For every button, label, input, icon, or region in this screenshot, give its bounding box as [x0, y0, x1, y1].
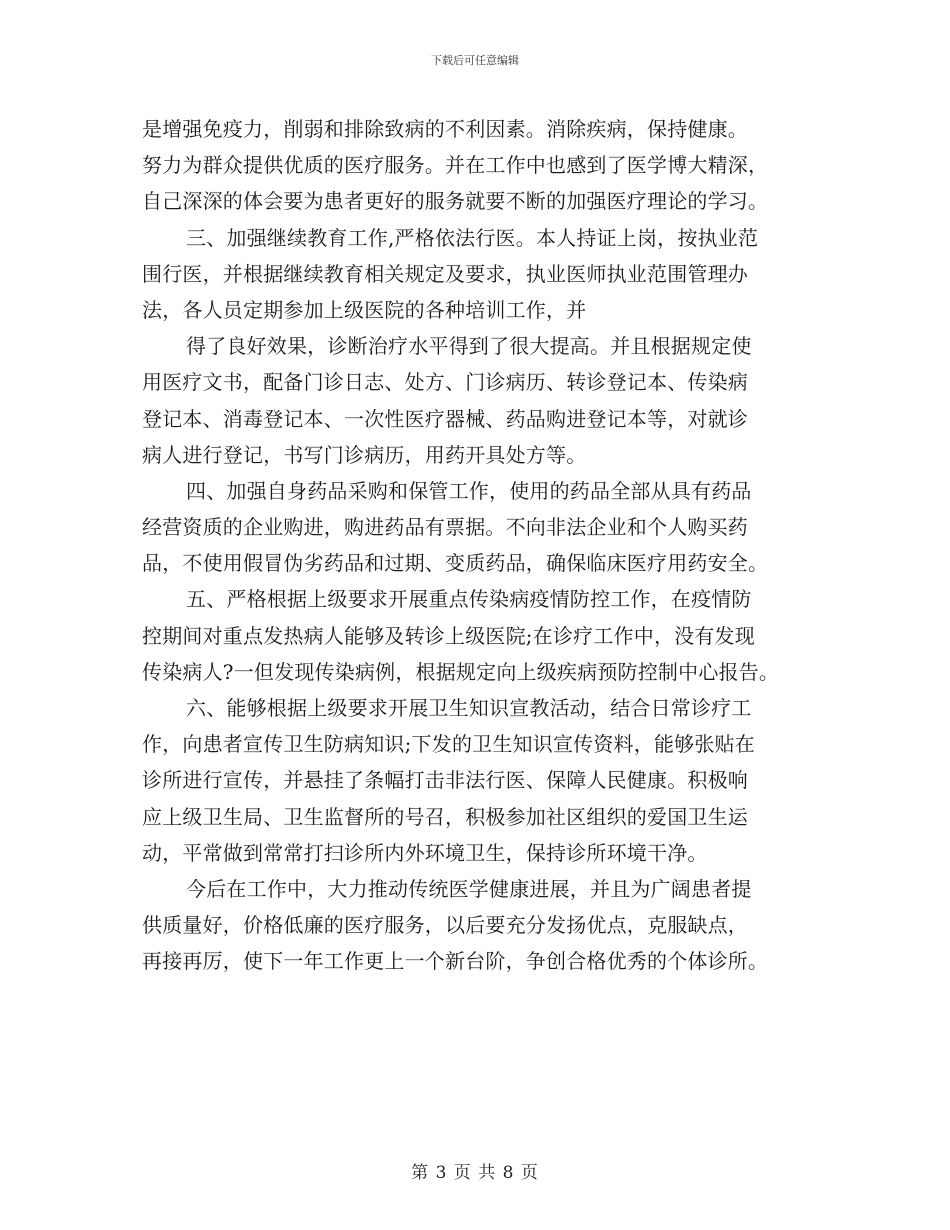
text-line: 登记本、消毒登记本、一次性医疗器械、药品购进登记本等，对就诊	[142, 406, 748, 431]
paragraph-start-line: 六、能够根据上级要求开展卫生知识宣教活动，结合日常诊疗工	[186, 696, 752, 720]
text-line: 围行医，并根据继续教育相关规定及要求，执业医师执业范围管理办	[142, 261, 748, 286]
text-line: 自己深深的体会要为患者更好的服务就要不断的加强医疗理论的学习。	[142, 189, 769, 214]
text-line: 再接再厉，使下一年工作更上一个新台阶，争创合格优秀的个体诊所。	[142, 949, 769, 974]
text-line: 诊所进行宣传，并悬挂了条幅打击非法行医、保障人民健康。积极响	[142, 768, 748, 793]
paragraph-start-line: 得了良好效果，诊断治疗水平得到了很大提高。并且根据规定使	[186, 334, 752, 359]
text-line: 努力为群众提供优质的医疗服务。并在工作中也感到了医学博大精深，	[142, 153, 769, 178]
text-line: 应上级卫生局、卫生监督所的号召，积极参加社区组织的爱国卫生运	[142, 804, 748, 829]
text-line: 作，向患者宣传卫生防病知识;下发的卫生知识宣传资料，能够张贴在	[142, 732, 755, 757]
text-line: 经营资质的企业购进，购进药品有票据。不向非法企业和个人购买药	[142, 515, 748, 540]
paragraph-start-line: 四、加强自身药品采购和保管工作，使用的药品全部从具有药品	[186, 478, 752, 503]
text-line: 病人进行登记，书写门诊病历，用药开具处方等。	[142, 442, 587, 467]
page-number-footer: 第 3 页 共 8 页	[411, 1163, 539, 1183]
paragraph-start-line: 五、严格根据上级要求开展重点传染病疫情防控工作，在疫情防	[186, 587, 752, 612]
text-line: 是增强免疫力，削弱和排除致病的不利因素。消除疾病，保持健康。	[142, 117, 748, 141]
paragraph-start-line: 今后在工作中，大力推动传统医学健康进展，并且为广阔患者提	[186, 876, 752, 901]
text-line: 传染病人?一但发现传染病例，根据规定向上级疾病预防控制中心报告。	[142, 659, 780, 684]
text-line: 动，平常做到常常打扫诊所内外环境卫生，保持诊所环境干净。	[142, 840, 708, 865]
text-line: 法，各人员定期参加上级医院的各种培训工作，并	[142, 297, 587, 322]
text-line: 品，不使用假冒伪劣药品和过期、变质药品，确保临床医疗用药安全。	[142, 551, 769, 576]
paragraph-start-line: 三、加强继续教育工作,严格依法行医。本人持证上岗，按执业范	[186, 225, 759, 250]
text-line: 用医疗文书，配备门诊日志、处方、门诊病历、转诊登记本、传染病	[142, 370, 748, 395]
document-body	[142, 111, 822, 980]
text-line: 供质量好，价格低廉的医疗服务，以后要充分发扬优点，克服缺点，	[142, 913, 748, 938]
text-line: 控期间对重点发热病人能够及转诊上级医院;在诊疗工作中，没有发现	[142, 623, 755, 648]
page-header: 下载后可任意编辑	[431, 54, 519, 67]
